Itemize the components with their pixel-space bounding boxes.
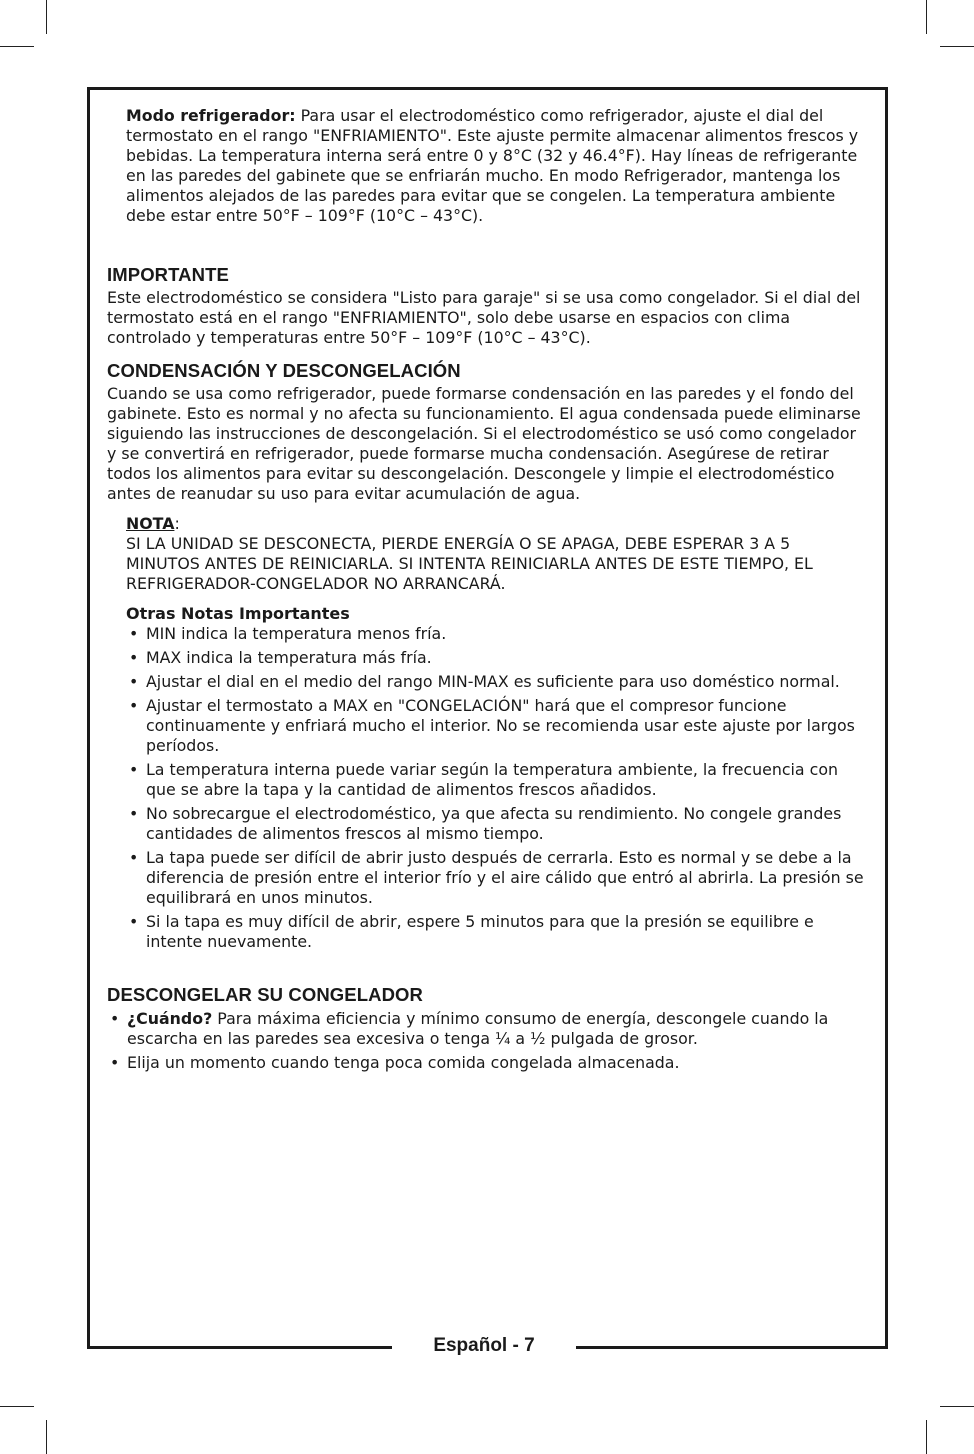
page-number: Español - 7: [392, 1335, 576, 1357]
refrigerator-mode-label: Modo refrigerador:: [126, 106, 296, 125]
refrigerator-mode-paragraph: [107, 106, 865, 226]
frame-bottom-left: [87, 1346, 392, 1349]
list-item: • Ajustar el termostato a MAX en "CONGELACIÓN" hará que el compresor funcione continuamente y enfriará mucho el interior. No se recomienda usar este ajuste por largos períodos.: [126, 696, 865, 756]
list-item: • La temperatura interna puede variar según la temperatura ambiente, la frecuencia con que se abre la tapa y la cantidad de alimentos frescos añadidos.: [126, 760, 865, 800]
note-colon: :: [174, 514, 180, 533]
crop-mark: [0, 46, 34, 47]
frame-bottom-right: [576, 1346, 885, 1349]
crop-mark: [926, 0, 927, 34]
list-item: • Elija un momento cuando tenga poca comida congelada almacenada.: [107, 1053, 865, 1073]
defrost-when-text: Para máxima eficiencia y mínimo consumo de energía, descongele cuando la escarcha en las paredes sea excesiva o tenga ¼ a ½ pulgada de grosor.: [127, 1009, 829, 1048]
other-notes-heading: Otras Notas Importantes: [126, 604, 350, 623]
refrigerator-mode-text: Para usar el electrodoméstico como refrigerador, ajuste el dial del termostato en el rango "ENFRIAMIENTO". Este ajuste permite almacenar alimentos frescos y bebidas. La temperatura interna será entre 0 y 8°C (32 y 46.4°F). Hay líneas de refrigerante en las paredes del gabinete que se enfriarán mucho. En modo Refrigerador, mantenga los alimentos alejados de las paredes para evitar que se congelen. La temperatura ambiente debe estar entre 50°F – 109°F (10°C – 43°C).: [126, 106, 859, 225]
other-notes-list: [126, 624, 865, 952]
list-item: • MAX indica la temperatura más fría.: [126, 648, 865, 668]
crop-mark: [940, 46, 974, 47]
crop-mark: [46, 1420, 47, 1454]
list-item: • No sobrecargue el electrodoméstico, ya que afecta su rendimiento. No congele grandes cantidades de alimentos frescos al mismo tiempo.: [126, 804, 865, 844]
condensation-text: Cuando se usa como refrigerador, puede formarse condensación en las paredes y el fondo del gabinete. Esto es normal y no afecta su funcionamiento. El agua condensada puede eliminarse siguiendo las instrucciones de descongelación. Si el electrodoméstico se usó como congelador y se convertirá en refrigerador, puede formarse mucha condensación. Asegúrese de retirar todos los alimentos para evitar su descongelación. Descongele y limpie el electrodoméstico antes de reanudar su uso para evitar acumulación de agua.: [107, 384, 861, 503]
list-item: [107, 1009, 865, 1049]
list-item: • Si la tapa es muy difícil de abrir, espere 5 minutos para que la presión se equilibre e intente nuevamente.: [126, 912, 865, 952]
defrost-when-label: ¿Cuándo?: [127, 1009, 213, 1028]
list-item: • Ajustar el dial en el medio del rango MIN-MAX es suficiente para uso doméstico normal.: [126, 672, 865, 692]
page-content: [107, 106, 865, 1077]
crop-mark: [46, 0, 47, 34]
defrost-heading: DESCONGELAR SU CONGELADOR: [107, 984, 423, 1005]
crop-mark: [940, 1406, 974, 1407]
note-text: SI LA UNIDAD SE DESCONECTA, PIERDE ENERGÍA O SE APAGA, DEBE ESPERAR 3 A 5 MINUTOS ANTES DE REINICIARLA. SI INTENTA REINICIARLA ANTES DE ESTE TIEMPO, EL REFRIGERADOR-CONGELADOR NO ARRANCARÁ.: [126, 534, 813, 593]
list-item: • MIN indica la temperatura menos fría.: [126, 624, 865, 644]
important-text: Este electrodoméstico se considera "Listo para garaje" si se usa como congelador. Si el dial del termostato está en el rango "ENFRIAMIENTO", solo debe usarse en espacios con clima controlado y temperaturas entre 50°F – 109°F (10°C – 43°C).: [107, 288, 861, 347]
important-heading: IMPORTANTE: [107, 264, 229, 285]
crop-mark: [926, 1420, 927, 1454]
other-notes: [107, 604, 865, 952]
defrost-list: [107, 1009, 865, 1073]
condensation-heading: CONDENSACIÓN Y DESCONGELACIÓN: [107, 360, 461, 381]
note-label: NOTA: [126, 514, 175, 533]
crop-mark: [0, 1406, 34, 1407]
list-item: • La tapa puede ser difícil de abrir justo después de cerrarla. Esto es normal y se debe a la diferencia de presión entre el interior frío y el aire cálido que entró al abrirla. La presión se equilibrará en unos minutos.: [126, 848, 865, 908]
note-block: [107, 514, 865, 594]
